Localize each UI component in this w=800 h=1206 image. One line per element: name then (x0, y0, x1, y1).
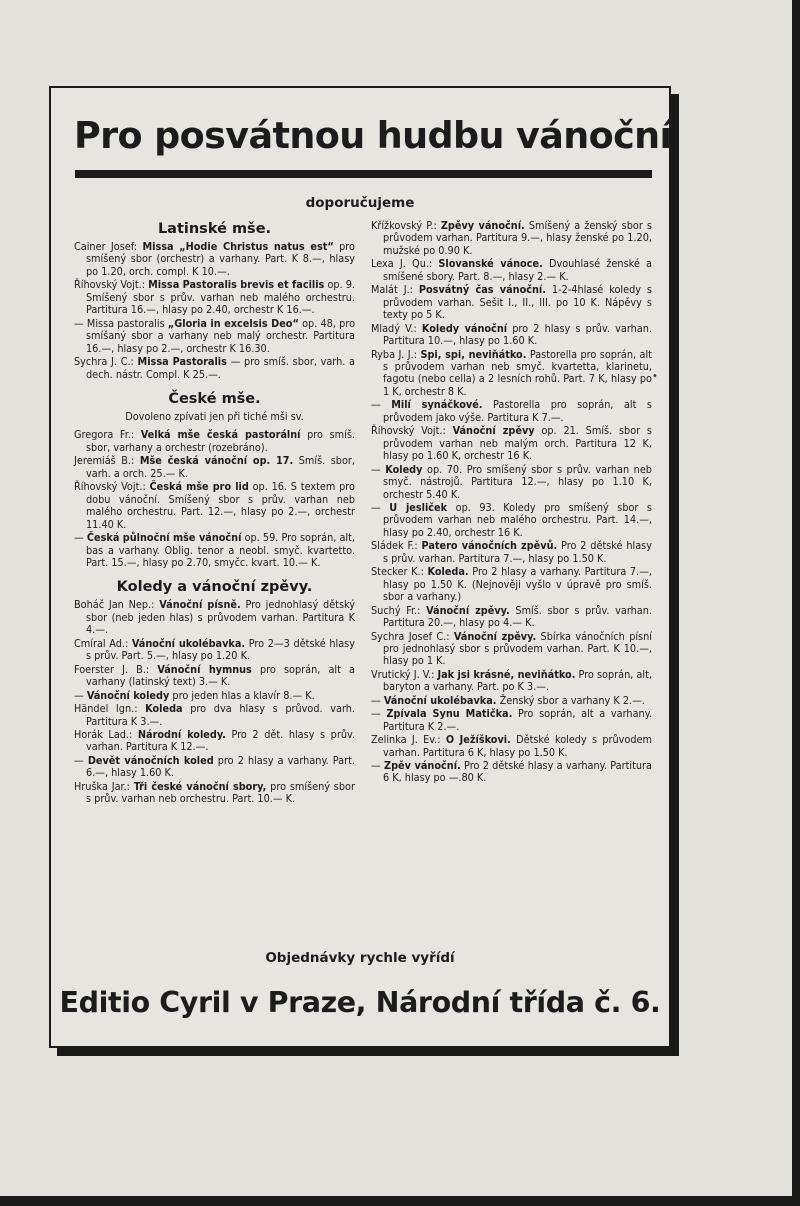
entry-author: Vrutický J. V.: (371, 667, 435, 681)
entry-details: op. 59. Pro soprán, alt, bas a varhany. Oblig. tenor a neobl. smyč. kvartetto. Part. 15.—, hlasy po 2.70, smyčc. kvart. 10.— K. (86, 531, 355, 569)
catalog-entry (371, 464, 652, 501)
entry-author: Říhovský Vojt.: (74, 480, 146, 494)
catalog-entry (371, 734, 652, 759)
catalog-entry (371, 631, 652, 668)
entry-author: Malát J.: (371, 283, 413, 297)
entry-details: Pastorella pro soprán, alt s průvodem jako výše. Partitura K 7.—. (383, 398, 652, 424)
entry-author: Sychra J. C.: (74, 355, 134, 369)
catalog-entry (371, 695, 652, 707)
catalog-entry (74, 481, 355, 531)
catalog-entry (74, 532, 355, 569)
catalog-entry (74, 318, 355, 355)
entry-details: pro 2 hlasy s prův. varhan. Partitura 10.—, hlasy po 1.60 K. (383, 321, 652, 348)
stray-mark: • (652, 371, 658, 382)
entry-author: Hruška Jar.: (74, 779, 130, 793)
entry-details: pro jeden hlas a klavír 8.— K. (172, 688, 315, 702)
entry-author: Jeremiáš B.: (74, 454, 135, 468)
entry-details: pro smíšený sbor s prův. varhan neb orchestru. Part. 10.— K. (86, 779, 355, 806)
entry-work-title: Patero vánočních zpěvů. (421, 539, 558, 553)
catalog-entry (74, 455, 355, 480)
czech-mass-note: Dovoleno zpívati jen při tiché mši sv. (125, 409, 304, 423)
catalog-entry (74, 690, 355, 702)
catalog-entry (371, 284, 652, 321)
title-rule (75, 170, 652, 178)
entry-author: Sládek F.: (371, 539, 418, 553)
entry-work-title: Zpěv vánoční. (384, 759, 461, 773)
page-edge-bottom (0, 1196, 800, 1206)
entry-author: — (371, 693, 381, 707)
entry-details: Pastorella pro soprán, alt s průvodem varhan neb smyč. kvartetta, klarinetu, fagotu (nebo cella) a 2 lesních rohů. Part. 7 K, hlasy po 1 K, orchestr 8 K. (383, 347, 652, 398)
entry-work-title: Česká půlnoční mše vánoční (86, 531, 242, 545)
catalog-entry (74, 599, 355, 636)
entry-author: Stecker K.: (371, 565, 424, 579)
catalog-entry (74, 755, 355, 780)
catalog-entry (74, 729, 355, 754)
section-heading-koledy: Koledy a vánoční zpěvy. (116, 579, 313, 596)
entry-details: Pro 2 dětské hlasy s prův. varhan. Partitura 7.—, hlasy po 1.50 K. (383, 539, 652, 565)
catalog-entry (74, 703, 355, 728)
entry-author: — (371, 707, 381, 721)
entry-author: — (371, 398, 381, 412)
entry-author: — (74, 688, 84, 702)
entry-author: Foerster J. B.: (74, 662, 150, 676)
entry-details: Smíšený a ženský sbor s průvodem varhan. Partitura 9.—, hlasy ženské po 1.20, mužské po 0.90 K. (383, 219, 652, 257)
entry-work-title: Missa „Hodie Christus natus est“ (142, 240, 334, 253)
order-line: Objednávky rychle vyřídí (265, 950, 455, 966)
entry-work-title: Vánoční zpěvy. (453, 629, 537, 643)
catalog-entry (371, 220, 652, 257)
entry-work-title: U jesliček (389, 500, 448, 514)
entry-work-title: Národní koledy. (137, 727, 226, 741)
entry-details: op. 9. Smíšený sbor s prův. varhan neb malého orchestru. Partitura 16.—, hlasy po 2.40, orchestr K 16.—. (86, 278, 355, 317)
catalog-entry (371, 708, 652, 733)
entry-details: Pro 2 hlasy a varhany. Partitura 7.—, hlasy po 1.50 K. (Nejnověji vyšlo v úpravě pro smíš. sbor a varhany.) (383, 565, 652, 604)
entry-author: Mladý V.: (371, 321, 417, 335)
entry-details: op. 70. Pro smíšený sbor s prův. varhan neb smyč. nástrojů. Partitura 12.—, hlasy po 1.10 K, orchestr 5.40 K. (383, 462, 652, 501)
entry-work-title: Vánoční zpěvy. (426, 603, 510, 617)
entry-author: — (74, 531, 84, 545)
catalog-entry (371, 605, 652, 630)
catalog-entry (74, 781, 355, 806)
catalog-entry (371, 349, 652, 399)
catalog-entry (371, 258, 652, 283)
entry-work-title: Zpěvy vánoční. (440, 219, 525, 232)
left-column (74, 220, 355, 807)
entry-details: op. 16. S textem pro dobu vánoční. Smíšený sbor s prův. varhan neb malého orchestru. Part. 12.—, hlasy po 2.—, orchestr 11.40 K. (86, 480, 355, 531)
catalog-entry (74, 356, 355, 381)
entry-details: op. 48, pro smíšaný sbor a varhany neb malý orchestr. Partitura 16.—, hlasy po 2.—, orchestr K 16.30. (86, 316, 356, 355)
entry-work-title: Tři české vánoční sbory, (133, 779, 267, 793)
entry-author: Boháč Jan Nep.: (74, 598, 155, 612)
catalog-entry (74, 279, 355, 316)
entry-work-title: Vánoční koledy (86, 688, 170, 702)
right-column-list (371, 220, 652, 785)
entry-work-title: Vánoční ukolébavka. (383, 693, 497, 707)
catalog-entry (74, 241, 355, 278)
entry-details: pro smíšený sbor (orchestr) a varhany. Part. K 8.—, hlasy po 1.20, orch. compl. K 10.—. (86, 240, 356, 278)
entry-work-title: Koledy vánoční (421, 321, 508, 335)
entry-author: Cmíral Ad.: (74, 636, 129, 650)
entry-author: Cainer Josef: (74, 240, 138, 253)
entry-author: Gregora Fr.: (74, 428, 135, 442)
entry-author: Horák Lad.: (74, 727, 133, 741)
section-heading-czech: České mše. (168, 390, 261, 407)
recommend-subheading: doporučujeme (305, 195, 415, 211)
entry-details: pro soprán, alt a varhany (latinský text) 3.— K. (86, 662, 355, 689)
entry-work-title: Vánoční písně. (159, 598, 241, 612)
entry-work-title: O Ježíškovi. (445, 733, 511, 747)
entry-work-title: Mše česká vánoční op. 17. (139, 454, 294, 468)
entry-author: Lexa J. Qu.: (371, 257, 433, 271)
entry-work-title: Koledy (385, 462, 423, 476)
catalog-entry (371, 502, 652, 539)
entry-author: Říhovský Vojt.: (371, 424, 446, 438)
entry-work-title: Missa Pastoralis brevis et facilis (148, 278, 325, 292)
catalog-entry (74, 638, 355, 663)
entry-details: pro smíš. sbor, varhany a orchestr (rozebráno). (86, 428, 355, 454)
entry-author: — (371, 759, 381, 773)
entry-work-title: „Gloria in excelsis Deo“ (167, 316, 299, 330)
entry-details: Dětské koledy s průvodem varhan. Partitura 6 K, hlasy po 1.50 K. (383, 733, 652, 759)
entry-author: Sychra Josef C.: (371, 629, 450, 643)
entry-work-title: Zpívala Synu Matička. (386, 707, 513, 721)
entry-work-title: Velká mše česká pastorální (140, 428, 301, 442)
entry-details: op. 21. Smíš. sbor s průvodem varhan neb malým orch. Partitura 12 K, hlasy po 1.60 K, orchestr 16 K. (383, 424, 652, 463)
catalog-entry (74, 664, 355, 689)
catalog-entry (371, 399, 652, 424)
entry-work-title: Devět vánočních koled (87, 753, 214, 767)
catalog-entry (74, 429, 355, 454)
entry-details: Pro soprán, alt, baryton a varhany. Part. po K 3.—. (383, 667, 652, 694)
entry-work-title: Milí synáčkové. (391, 398, 483, 412)
catalog-entry (371, 669, 652, 694)
entry-details: Pro soprán, alt a varhany. Partitura K 2.—. (383, 707, 652, 733)
entry-work-title: Vánoční zpěvy (452, 424, 535, 438)
entry-author: — (371, 462, 381, 476)
catalog-entry (371, 760, 652, 785)
czech-mass-list (74, 429, 355, 569)
koledy-list (74, 599, 355, 805)
catalog-entry (371, 323, 652, 348)
entry-author: Říhovský Vojt.: (74, 278, 146, 292)
publisher-address: Editio Cyril v Praze, Národní třída č. 6. (59, 986, 661, 1019)
entry-author: — Missa pastoralis (74, 316, 165, 330)
entry-author: Händel Ign.: (74, 702, 138, 716)
section-heading-latin: Latinské mše. (157, 221, 272, 237)
entry-details: Ženský sbor a varhany K 2.—. (499, 693, 645, 707)
entry-work-title: Spi, spi, neviňátko. (420, 347, 527, 361)
entry-work-title: Koleda (145, 702, 183, 716)
entry-author: — (371, 500, 381, 514)
entry-author: Ryba J. J.: (371, 347, 418, 361)
entry-work-title: Missa Pastoralis (137, 355, 227, 369)
entry-work-title: Česká mše pro lid (149, 480, 249, 494)
advertisement-frame (49, 86, 671, 1048)
entry-details: Smíš. sbor, varh. a orch. 25.— K. (86, 454, 355, 480)
entry-details: Sbírka vánočních písní pro jednohlasý sbor s průvodem varhan. Part. K 10.—, hlasy po 1 K. (383, 629, 652, 668)
entry-details: — pro smíš. sbor, varh. a dech. nástr. Compl. K 25.—. (86, 355, 355, 381)
entry-details: 1-2-4hlasé koledy s průvodem varhan. Sešit I., II., III. po 10 K. Nápěvy s texty po 5 K. (383, 283, 652, 322)
catalog-entry (371, 566, 652, 603)
entry-work-title: Vánoční ukolébavka. (131, 636, 246, 650)
right-column (371, 220, 652, 786)
entry-details: Pro jednohlasý dětský sbor (neb jeden hlas) s průvodem varhan. Partitura K 4.—. (86, 598, 355, 637)
entry-details: Pro 2 dět. hlasy s prův. varhan. Partitura K 12.—. (86, 727, 355, 754)
entry-work-title: Jak jsi krásné, neviňátko. (437, 667, 576, 681)
entry-author: Zelinka J. Ev.: (371, 733, 441, 747)
entry-details: op. 93. Koledy pro smíšený sbor s průvodem varhan neb malého orchestru. Part. 14.—, hlasy po 2.40, orchestr 16 K. (383, 500, 652, 539)
entry-details: Pro 2 dětské hlasy a varhany. Partitura 6 K, hlasy po —.80 K. (383, 759, 652, 785)
entry-work-title: Koleda. (427, 565, 469, 579)
catalog-entry (371, 540, 652, 565)
entry-details: pro 2 hlasy a varhany. Part. 6.—, hlasy 1.60 K. (86, 753, 356, 780)
entry-author: Suchý Fr.: (371, 603, 421, 617)
entry-details: pro dva hlasy s průvod. varh. Partitura K 3.—. (86, 702, 355, 728)
entry-work-title: Vánoční hymnus (157, 662, 252, 676)
catalog-entry (371, 425, 652, 462)
entry-author: Křížkovský P.: (371, 219, 437, 232)
entry-work-title: Slovanské vánoce. (438, 257, 543, 271)
entry-details: Pro 2—3 dětské hlasy s prův. Part. 5.—, hlasy po 1.20 K. (86, 636, 355, 663)
page-edge-right (792, 0, 800, 1206)
page-title: Pro posvátnou hudbu vánoční (74, 114, 672, 157)
entry-details: Dvouhlasé ženské a smíšené sbory. Part. 8.—, hlasy 2.— K. (383, 257, 653, 283)
entry-author: — (74, 753, 84, 767)
latin-mass-list (74, 241, 355, 381)
entry-work-title: Posvátný čas vánoční. (418, 283, 546, 297)
entry-details: Smíš. sbor s prův. varhan. Partitura 20.—, hlasy po 4.— K. (383, 603, 652, 630)
